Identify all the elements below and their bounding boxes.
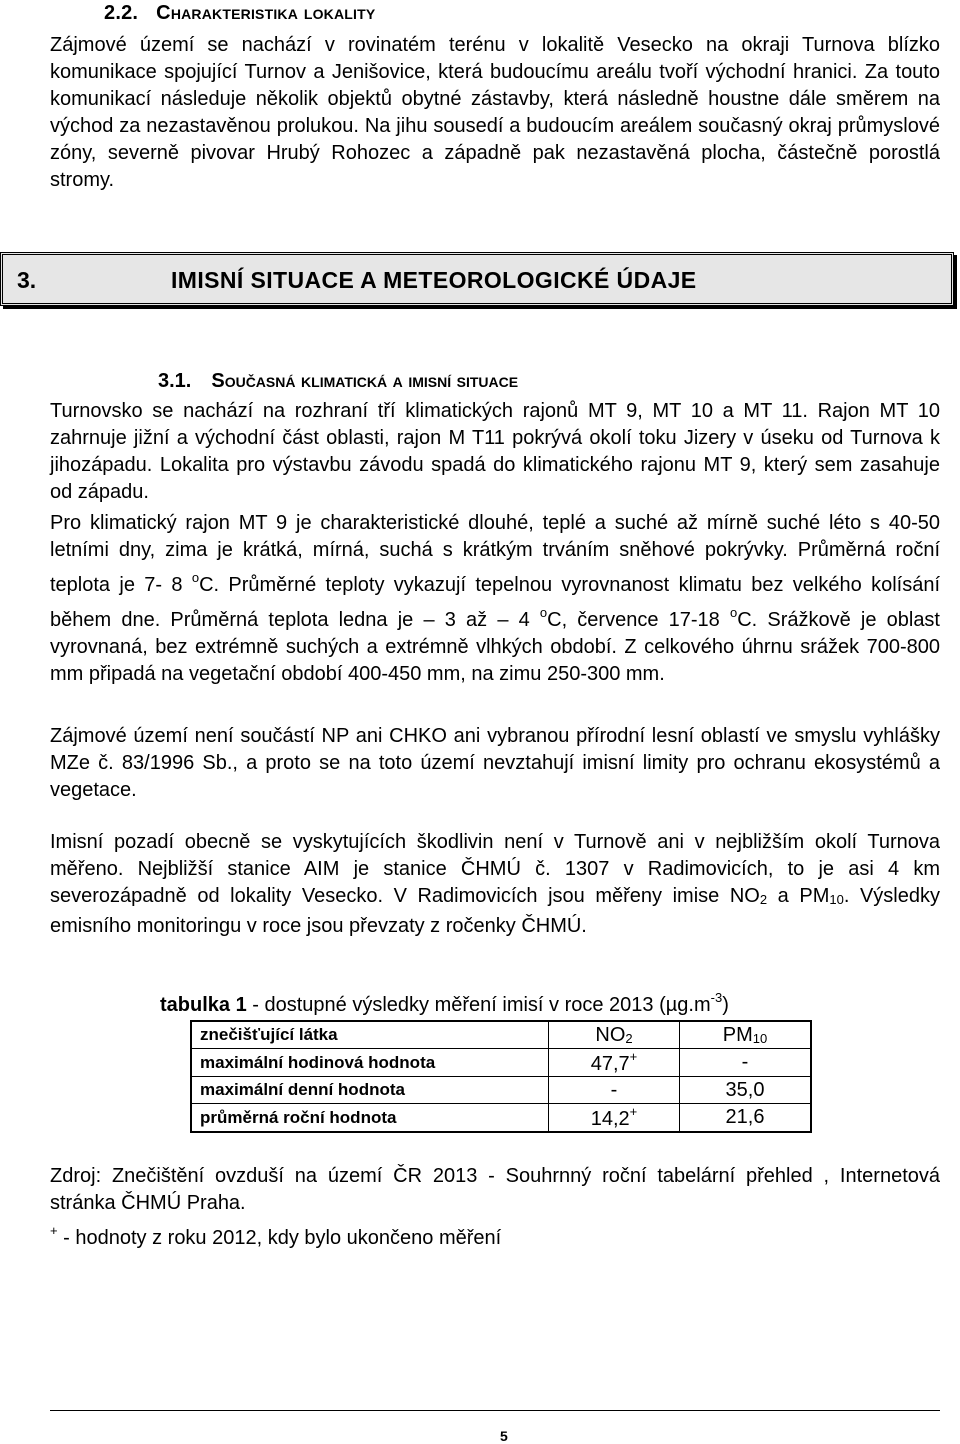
- header-pm10: [680, 1021, 812, 1049]
- row-label: průměrná roční hodnota: [191, 1104, 549, 1133]
- header-pollutant: znečišťující látka: [191, 1021, 549, 1049]
- cell-pm10: [680, 1049, 812, 1077]
- cell-pm10: [680, 1077, 812, 1104]
- table-label: tabulka 1: [160, 994, 247, 1016]
- caption-text: - dostupné výsledky měření imisí v roce 2013 (: [246, 994, 666, 1016]
- text-run: Imisní pozadí obecně se vyskytujících škodlivin není v Turnově ani v nejbližším okolí Turnova měřeno. Nejbližší stanice AIM je stanice ČHMÚ č. 1307 v Radimovicích, to je asi 4 km severozápadně od lokality Vesecko. V Radimovicích jsou měřeny imise NO: [50, 831, 940, 907]
- cell-no2: [549, 1104, 680, 1133]
- section-number: 3.1.: [158, 370, 192, 392]
- degree-mark: o: [729, 605, 738, 620]
- caption-unit: µg.m: [665, 994, 711, 1016]
- text-run: NO: [595, 1023, 626, 1046]
- cell-no2: [549, 1077, 680, 1104]
- cell-value: -: [610, 1078, 618, 1101]
- text-run: PM: [722, 1023, 753, 1046]
- text-run: Pro klimatický rajon MT 9 je charakteristické dlouhé, teplé a suché až mírně suché léto s 40-50 letními dny, zima je krátká, mírná, suchá s krátkým trváním sněhové pokrývky. Průměrná roční teplota je 7- 8: [50, 512, 940, 596]
- section-title: Současná klimatická a imisní situace: [211, 370, 519, 392]
- footnote: [50, 1217, 501, 1252]
- subscript: 10: [829, 892, 844, 907]
- header-no2: [549, 1021, 680, 1049]
- section-3-1-heading: [158, 370, 518, 393]
- cell-value: 47,7: [590, 1053, 630, 1075]
- cell-pm10: [680, 1104, 812, 1133]
- cell-no2: [549, 1049, 680, 1077]
- section-number: 2.2.: [104, 2, 139, 24]
- degree-mark: o: [539, 605, 548, 620]
- table-row: [191, 1077, 811, 1104]
- footnote-mark: +: [629, 1049, 638, 1064]
- footnote-text: - hodnoty z roku 2012, kdy bylo ukončeno měření: [57, 1227, 502, 1249]
- cell-value: 35,0: [725, 1078, 765, 1101]
- climate-regions-paragraph: Turnovsko se nachází na rozhraní tří klimatických rajonů MT 9, MT 10 a MT 11. Rajon MT 10 zahrnuje jižní a východní část oblasti, rajon M T11 pokrývá okolí toku Jizery v úseku od Turnova k jihozápadu. Lokalita pro výstavbu závodu spadá do klimatického rajonu MT 9, který sem zasahuje od západu.: [50, 400, 940, 503]
- footer-divider: [50, 1410, 940, 1411]
- source-note: Zdroj: Znečištění ovzduší na území ČR 2013 - Souhrnný roční tabelární přehled , Internetová stránka ČHMÚ Praha.: [50, 1165, 940, 1214]
- chapter-title: IMISNÍ SITUACE A METEOROLOGICKÉ ÚDAJE: [171, 267, 697, 293]
- section-2-2-heading: [104, 2, 375, 25]
- table-header-row: [191, 1021, 811, 1049]
- emission-results-table: [190, 1020, 812, 1133]
- subscript: 2: [625, 1030, 633, 1046]
- chapter-number: 3.: [17, 267, 37, 293]
- caption-exponent: -3: [710, 990, 723, 1005]
- climate-mt9-paragraph: [50, 510, 940, 688]
- chapter-3-heading-box: [0, 252, 954, 306]
- cell-value: 21,6: [725, 1106, 765, 1128]
- text-run: C, července 17-18: [547, 609, 730, 631]
- subscript: 10: [752, 1030, 768, 1046]
- footnote-mark: +: [629, 1104, 638, 1119]
- row-label: maximální denní hodnota: [191, 1077, 549, 1104]
- section-title: Charakteristika lokality: [156, 2, 376, 24]
- footnote-mark: +: [50, 1223, 58, 1238]
- row-label: maximální hodinová hodnota: [191, 1049, 549, 1077]
- protected-area-paragraph: Zájmové území není součástí NP ani CHKO ani vybranou přírodní lesní oblastí ve smyslu vyhlášky MZe č. 83/1996 Sb., a proto se na toto území nevztahují imisní limity pro ochranu ekosystémů a vegetace.: [50, 725, 940, 801]
- locality-paragraph: Zájmové území se nachází v rovinatém terénu v lokalitě Vesecko na okraji Turnova blízko komunikace spojující Turnov a Jenišovice, která budoucímu areálu tvoří východní hranici. Za touto komunikací následuje několik objektů obytné zástavby, která následně houstne dále směrem na východ za nezastavěnou prolukou. Na jihu sousedí a budoucím areálem současný okraj průmyslové zóny, severně pivovar Hrubý Rohozec a západně pak nezastavěná plocha, částečně porostlá stromy.: [50, 34, 940, 191]
- subscript: 2: [759, 892, 768, 907]
- emission-background-paragraph: [50, 829, 940, 940]
- text-run: . Výsledky emisního monitoringu v roce jsou převzaty z ročenky ČHMÚ.: [50, 885, 940, 937]
- table-row: [191, 1104, 811, 1133]
- table-row: [191, 1049, 811, 1077]
- text-run: C. Průměrné teploty vykazují tepelnou vyrovnanost klimatu bez velkého kolísání během dne. Průměrná teplota ledna je – 3 až – 4: [50, 574, 940, 631]
- cell-value: 14,2: [590, 1108, 630, 1130]
- cell-value: -: [741, 1051, 749, 1073]
- caption-end: ): [722, 994, 729, 1016]
- page-number: 5: [500, 1428, 508, 1444]
- text-run: C. Srážkově je oblast vyrovnaná, bez extrémně suchých a extrémně vlhkých období. Z celkového úhrnu srážek 700-800 mm připadá na vegetační období 400-450 mm, na zimu 250-300 mm.: [50, 609, 940, 685]
- table-caption: [160, 990, 729, 1017]
- text-run: a PM: [767, 885, 830, 907]
- degree-mark: o: [191, 570, 200, 585]
